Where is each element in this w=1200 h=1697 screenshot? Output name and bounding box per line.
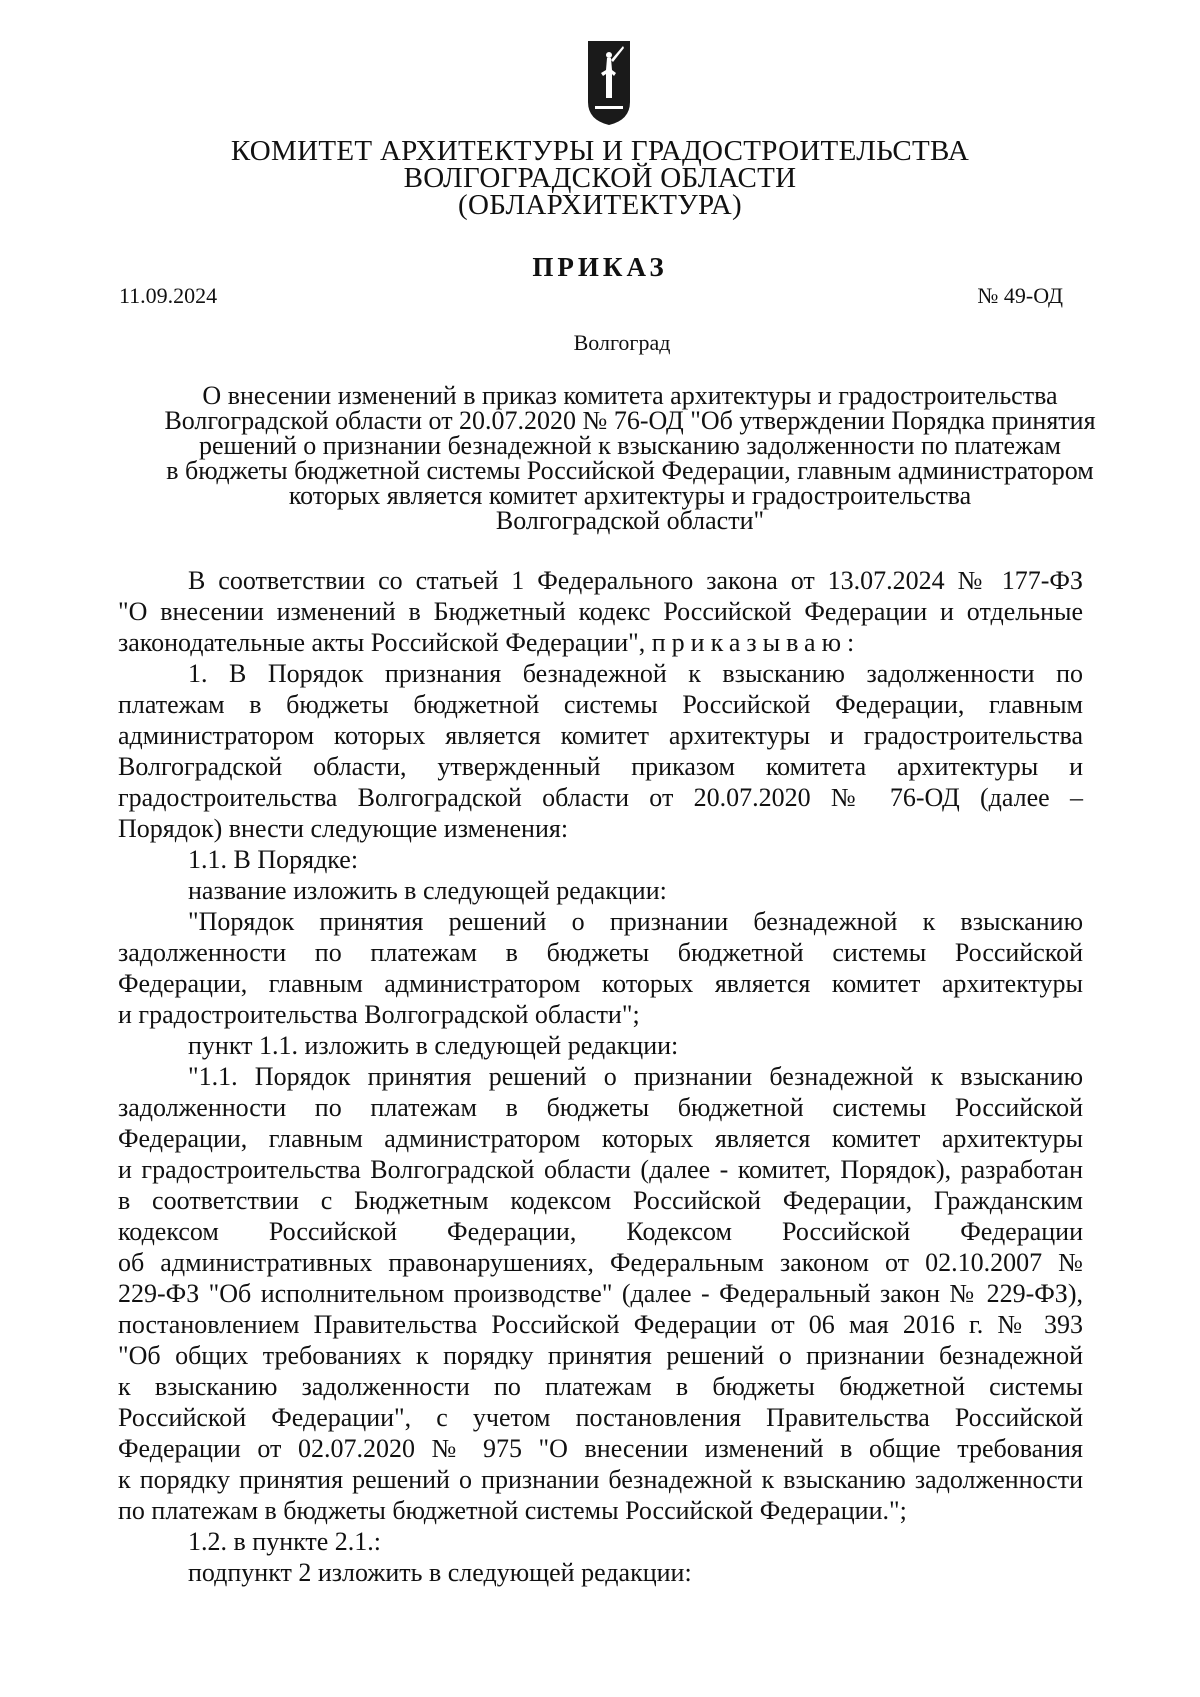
body-line: подпункт 2 изложить в следующей редакции: bbox=[188, 1558, 692, 1587]
subject-line: Волгоградской области" bbox=[495, 506, 765, 535]
body-line: задолженности по платежам в бюджеты бюджетной системы Российской bbox=[118, 938, 1083, 967]
body-line: В соответствии со статьей 1 Федерального закона от 13.07.2024 № 177-ФЗ bbox=[188, 566, 1083, 595]
body-line: градостроительства Волгоградской области от 20.07.2020 № 76-ОД (далее – bbox=[118, 783, 1083, 812]
body-line: 1. В Порядок признания безнадежной к взысканию задолженности по bbox=[188, 659, 1083, 688]
body-line: задолженности по платежам в бюджеты бюджетной системы Российской bbox=[118, 1093, 1083, 1122]
body-line: к порядку принятия решений о признании безнадежной к взысканию задолженности bbox=[118, 1465, 1083, 1494]
body-line: администратором которых является комитет архитектуры и градостроительства bbox=[118, 721, 1083, 750]
header-line-1: КОМИТЕТ АРХИТЕКТУРЫ И ГРАДОСТРОИТЕЛЬСТВА bbox=[230, 135, 970, 167]
volgograd-emblem-icon bbox=[587, 40, 631, 126]
body-line: об административных правонарушениях, Федеральным законом от 02.10.2007 № bbox=[118, 1248, 1083, 1277]
body-line: 1.2. в пункте 2.1.: bbox=[188, 1527, 382, 1556]
body-line: "1.1. Порядок принятия решений о признании безнадежной к взысканию bbox=[188, 1062, 1083, 1091]
subject-line: решений о признании безнадежной к взысканию задолженности по платежам bbox=[198, 431, 1062, 460]
body-line: и градостроительства Волгоградской области (далее - комитет, Порядок), разработан bbox=[118, 1155, 1083, 1184]
body-line: Федерации от 02.07.2020 № 975 "О внесении изменений в общие требования bbox=[118, 1434, 1083, 1463]
body-line: Волгоградской области, утвержденный приказом комитета архитектуры и bbox=[118, 752, 1083, 781]
document-city: Волгоград bbox=[573, 330, 671, 355]
subject-line: Волгоградской области от 20.07.2020 № 76-ОД "Об утверждении Порядка принятия bbox=[164, 406, 1096, 435]
body-line: в соответствии с Бюджетным кодексом Российской Федерации, Гражданским bbox=[118, 1186, 1083, 1215]
body-line: "Порядок принятия решений о признании безнадежной к взысканию bbox=[188, 907, 1083, 936]
body-line: Федерации, главным администратором которых является комитет архитектуры bbox=[118, 1124, 1083, 1153]
body-line: постановлением Правительства Российской Федерации от 06 мая 2016 г. № 393 bbox=[118, 1310, 1083, 1339]
order-word: приказываю: bbox=[651, 628, 861, 657]
header-line-2: ВОЛГОГРАДСКОЙ ОБЛАСТИ bbox=[403, 162, 797, 194]
body-line: пункт 1.1. изложить в следующей редакции: bbox=[188, 1031, 679, 1060]
body-line: по платежам в бюджеты бюджетной системы Российской Федерации."; bbox=[118, 1496, 907, 1525]
body-line: "Об общих требованиях к порядку принятия решений о признании безнадежной bbox=[118, 1341, 1083, 1370]
body-line: 229-ФЗ "Об исполнительном производстве" (далее - Федеральный закон № 229-ФЗ), bbox=[118, 1279, 1083, 1308]
body-line: "О внесении изменений в Бюджетный кодекс Российской Федерации и отдельные bbox=[118, 597, 1083, 626]
body-text: законодательные акты Российской Федерации", bbox=[118, 628, 646, 657]
document-number: № 49-ОД bbox=[977, 283, 1063, 308]
header-line-3: (ОБЛАРХИТЕКТУРА) bbox=[458, 189, 742, 221]
document-body bbox=[118, 565, 1083, 1588]
document-subject bbox=[110, 383, 1150, 533]
body-line: Российской Федерации", с учетом постановления Правительства Российской bbox=[118, 1403, 1083, 1432]
document-date: 11.09.2024 bbox=[119, 283, 218, 308]
document-type-title: ПРИКАЗ bbox=[532, 252, 668, 282]
body-line: название изложить в следующей редакции: bbox=[188, 876, 667, 905]
body-line: к взысканию задолженности по платежам в бюджеты бюджетной системы bbox=[118, 1372, 1083, 1401]
subject-line: в бюджеты бюджетной системы Российской Федерации, главным администратором bbox=[166, 456, 1094, 485]
body-line: Федерации, главным администратором которых является комитет архитектуры bbox=[118, 969, 1083, 998]
organization-header bbox=[100, 135, 1100, 221]
body-line: платежам в бюджеты бюджетной системы Российской Федерации, главным bbox=[118, 690, 1083, 719]
body-line: Порядок) внести следующие изменения: bbox=[118, 814, 569, 843]
body-line: 1.1. В Порядке: bbox=[188, 845, 359, 874]
body-line: и градостроительства Волгоградской области"; bbox=[118, 1000, 640, 1029]
body-line: кодексом Российской Федерации, Кодексом Российской Федерации bbox=[118, 1217, 1083, 1246]
subject-line: которых является комитет архитектуры и градостроительства bbox=[288, 481, 972, 510]
subject-line: О внесении изменений в приказ комитета архитектуры и градостроительства bbox=[202, 381, 1058, 410]
body-line bbox=[118, 627, 1083, 658]
